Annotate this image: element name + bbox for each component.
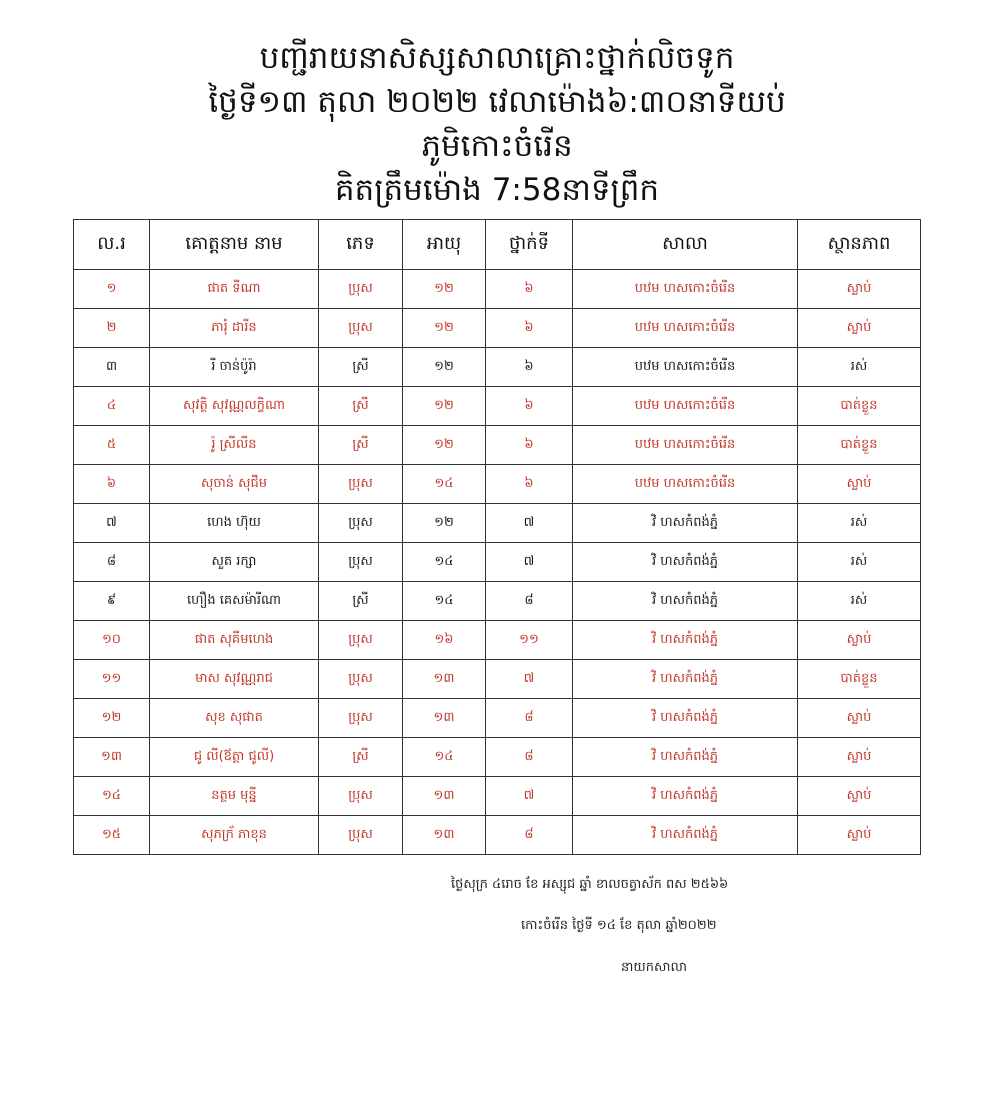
cell-sex: ប្រុស: [319, 660, 403, 699]
cell-school: វិ ហសកំពង់ភ្នំ: [573, 582, 798, 621]
table-row: [74, 465, 921, 504]
cell-name: សុវត្ថិ សុវណ្ណលក្ខិណា: [150, 387, 319, 426]
cell-grade: ៧: [486, 777, 573, 816]
cell-status: ស្លាប់: [798, 270, 921, 309]
cell-no: ១២: [74, 699, 150, 738]
table-row: [74, 309, 921, 348]
cell-grade: ៨: [486, 738, 573, 777]
cell-no: ៤: [74, 387, 150, 426]
cell-sex: ស្រី: [319, 387, 403, 426]
cell-sex: ប្រុស: [319, 621, 403, 660]
table-row: [74, 738, 921, 777]
table-row: [74, 699, 921, 738]
cell-name: សួត រក្សា: [150, 543, 319, 582]
cell-status: ស្លាប់: [798, 309, 921, 348]
cell-name: សុខ សុផាត: [150, 699, 319, 738]
cell-grade: ១១: [486, 621, 573, 660]
cell-age: ១២: [403, 270, 486, 309]
cell-age: ១៤: [403, 738, 486, 777]
table-row: [74, 582, 921, 621]
footer-lunar-date: ថ្ងៃសុក្រ ៤រោច ខែ អស្សុជ ឆ្នាំ ខាលចត្វាស័ក ពស ២៥៦៦: [451, 877, 729, 892]
cell-no: ៥: [74, 426, 150, 465]
cell-age: ១២: [403, 309, 486, 348]
cell-age: ១៣: [403, 777, 486, 816]
cell-name: មាស សុវណ្ណរាជ: [150, 660, 319, 699]
table-row: [74, 816, 921, 855]
cell-age: ១៦: [403, 621, 486, 660]
footer-signature-title: នាយកសាលា: [621, 960, 688, 975]
cell-sex: ស្រី: [319, 738, 403, 777]
cell-sex: ប្រុស: [319, 543, 403, 582]
cell-no: ៨: [74, 543, 150, 582]
cell-age: ១៤: [403, 543, 486, 582]
cell-school: បឋម ហសកោះចំរើន: [573, 465, 798, 504]
cell-status: ស្លាប់: [798, 738, 921, 777]
cell-status: ស្លាប់: [798, 465, 921, 504]
cell-age: ១៣: [403, 816, 486, 855]
cell-age: ១៤: [403, 465, 486, 504]
cell-no: ៦: [74, 465, 150, 504]
title-line-1: បញ្ជីរាយនាសិស្សសាលាគ្រោះថ្នាក់លិចទូក: [259, 40, 735, 76]
cell-sex: ប្រុស: [319, 816, 403, 855]
cell-school: វិ ហសកំពង់ភ្នំ: [573, 699, 798, 738]
document-title: [0, 36, 994, 212]
cell-age: ១២: [403, 426, 486, 465]
cell-school: វិ ហសកំពង់ភ្នំ: [573, 777, 798, 816]
cell-no: ១១: [74, 660, 150, 699]
title-line-2: ថ្ងៃទី១៣ តុលា ២០២២ វេលាម៉ោង៦:៣០នាទីយប់: [208, 84, 786, 120]
cell-status: ស្លាប់: [798, 621, 921, 660]
header-school: សាលា: [573, 220, 798, 270]
cell-status: រស់: [798, 543, 921, 582]
cell-name: រី ចាន់ប៉ូរ៉ា: [150, 348, 319, 387]
cell-status: រស់: [798, 582, 921, 621]
cell-grade: ៧: [486, 504, 573, 543]
cell-sex: ប្រុស: [319, 309, 403, 348]
cell-age: ១២: [403, 387, 486, 426]
cell-sex: ប្រុស: [319, 699, 403, 738]
title-line-4: គិតត្រឹមម៉ោង 7:58នាទីព្រឹក: [334, 172, 660, 208]
cell-sex: ប្រុស: [319, 504, 403, 543]
cell-grade: ៨: [486, 582, 573, 621]
cell-sex: ស្រី: [319, 582, 403, 621]
cell-grade: ៦: [486, 387, 573, 426]
cell-sex: ស្រី: [319, 426, 403, 465]
cell-sex: ប្រុស: [319, 777, 403, 816]
cell-school: វិ ហសកំពង់ភ្នំ: [573, 504, 798, 543]
cell-grade: ៦: [486, 309, 573, 348]
cell-school: បឋម ហសកោះចំរើន: [573, 426, 798, 465]
header-status: ស្ថានភាព: [798, 220, 921, 270]
cell-school: វិ ហសកំពង់ភ្នំ: [573, 621, 798, 660]
header-age: អាយុ: [403, 220, 486, 270]
cell-age: ១៣: [403, 699, 486, 738]
cell-grade: ៦: [486, 465, 573, 504]
cell-no: ១០: [74, 621, 150, 660]
cell-name: រ៉ូ ស្រីលីន: [150, 426, 319, 465]
cell-no: ៩: [74, 582, 150, 621]
cell-name: នត្ថម មុន្នី: [150, 777, 319, 816]
cell-name: ជូ លី(ឪត្តា ជូលី): [150, 738, 319, 777]
cell-status: រស់: [798, 504, 921, 543]
table-body: [74, 270, 921, 855]
header-name: គោត្តនាម នាម: [150, 220, 319, 270]
cell-grade: ៦: [486, 348, 573, 387]
cell-status: បាត់ខ្លួន: [798, 387, 921, 426]
cell-name: សុចាន់ សុជីម: [150, 465, 319, 504]
cell-no: ១៣: [74, 738, 150, 777]
cell-no: ១: [74, 270, 150, 309]
cell-school: បឋម ហសកោះចំរើន: [573, 387, 798, 426]
cell-school: បឋម ហសកោះចំរើន: [573, 309, 798, 348]
cell-age: ១២: [403, 504, 486, 543]
cell-grade: ៨: [486, 699, 573, 738]
table-row: [74, 621, 921, 660]
cell-age: ១៤: [403, 582, 486, 621]
table-row: [74, 777, 921, 816]
cell-sex: ប្រុស: [319, 270, 403, 309]
cell-school: បឋម ហសកោះចំរើន: [573, 348, 798, 387]
table-row: [74, 387, 921, 426]
cell-grade: ៦: [486, 270, 573, 309]
cell-name: ផាត សុគីមហេង: [150, 621, 319, 660]
cell-name: សុភក្រ័ ភាខុន: [150, 816, 319, 855]
cell-status: ស្លាប់: [798, 816, 921, 855]
table-row: [74, 543, 921, 582]
cell-school: បឋម ហសកោះចំរើន: [573, 270, 798, 309]
cell-school: វិ ហសកំពង់ភ្នំ: [573, 660, 798, 699]
cell-grade: ៧: [486, 543, 573, 582]
cell-no: ១៥: [74, 816, 150, 855]
cell-status: ស្លាប់: [798, 699, 921, 738]
cell-no: ១៤: [74, 777, 150, 816]
cell-status: រស់: [798, 348, 921, 387]
table-row: [74, 504, 921, 543]
cell-grade: ៧: [486, 660, 573, 699]
cell-name: ផាត ទីណា: [150, 270, 319, 309]
table-header-row: [74, 220, 921, 270]
cell-school: វិ ហសកំពង់ភ្នំ: [573, 738, 798, 777]
cell-no: ៧: [74, 504, 150, 543]
cell-status: ស្លាប់: [798, 777, 921, 816]
cell-name: ហេង ហ៊ុយ: [150, 504, 319, 543]
cell-sex: ប្រុស: [319, 465, 403, 504]
cell-grade: ៨: [486, 816, 573, 855]
header-no: ល.រ: [74, 220, 150, 270]
cell-name: ហឿង គេសម៉ារីណា: [150, 582, 319, 621]
student-table: [73, 219, 921, 855]
footer-place-date: កោះចំរើន ថ្ងៃទី ១៤ ខែ តុលា ឆ្នាំ២០២២: [521, 918, 717, 933]
cell-name: ភារុំ ដារីន: [150, 309, 319, 348]
table-row: [74, 426, 921, 465]
cell-age: ១៣: [403, 660, 486, 699]
table-row: [74, 660, 921, 699]
cell-school: វិ ហសកំពង់ភ្នំ: [573, 543, 798, 582]
cell-school: វិ ហសកំពង់ភ្នំ: [573, 816, 798, 855]
header-grade: ថ្នាក់ទី: [486, 220, 573, 270]
cell-no: ២: [74, 309, 150, 348]
table-row: [74, 348, 921, 387]
cell-age: ១២: [403, 348, 486, 387]
cell-sex: ស្រី: [319, 348, 403, 387]
cell-no: ៣: [74, 348, 150, 387]
header-sex: ភេទ: [319, 220, 403, 270]
title-line-3: ភូមិកោះចំរើន: [421, 128, 573, 164]
cell-status: បាត់ខ្លួន: [798, 426, 921, 465]
table-row: [74, 270, 921, 309]
cell-grade: ៦: [486, 426, 573, 465]
cell-status: បាត់ខ្លួន: [798, 660, 921, 699]
